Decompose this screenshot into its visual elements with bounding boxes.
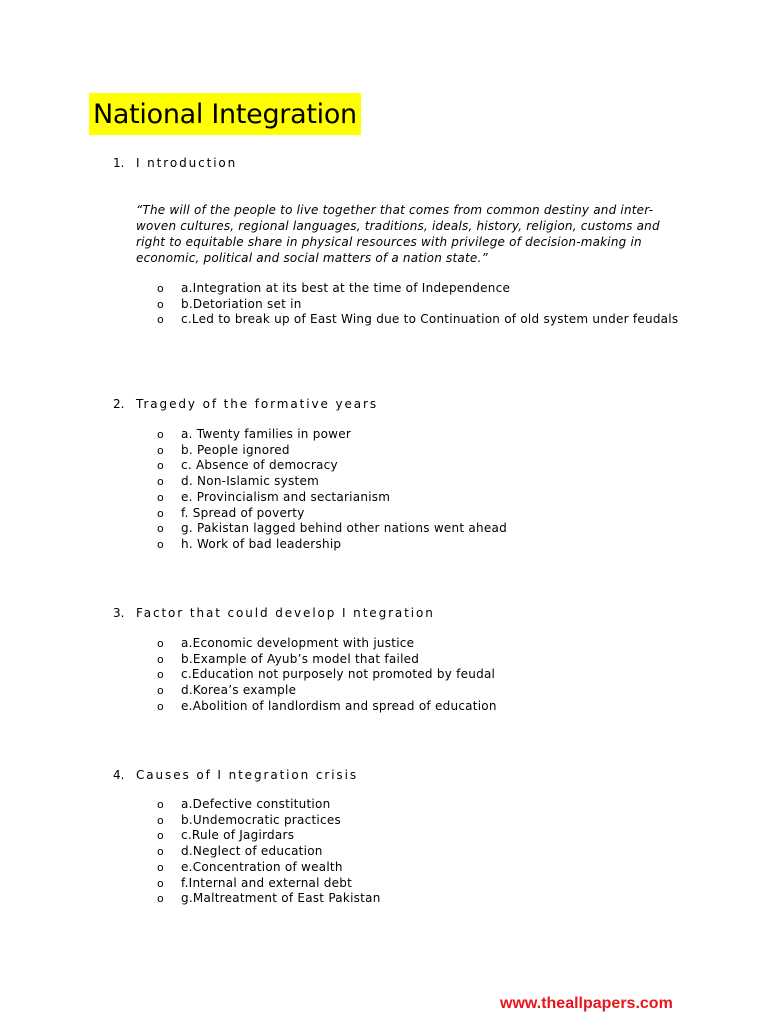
list-item: o a.Economic development with justice xyxy=(157,636,415,650)
list-item: o d.Korea’s example xyxy=(157,683,297,698)
section-heading-causes xyxy=(113,767,358,783)
hollow-bullet-icon: o xyxy=(157,668,164,682)
list-item: o f. Spread of poverty xyxy=(157,505,305,520)
section-heading-tragedy xyxy=(113,396,378,412)
list-item: o a.Integration at its best at the time of Independence xyxy=(157,281,511,295)
hollow-bullet-icon: o xyxy=(157,313,164,327)
list-item: o e.Abolition of landlordism and spread of education xyxy=(157,698,497,713)
list-item: o b.Detoriation set in xyxy=(157,296,302,311)
hollow-bullet-icon: o xyxy=(157,798,164,811)
list-item: o a. Twenty families in power xyxy=(157,427,352,441)
section-title: Tragedy of the formative years xyxy=(136,397,378,411)
hollow-bullet-icon: o xyxy=(157,297,164,311)
list-item: o b.Undemocratic practices xyxy=(157,812,341,827)
hollow-bullet-icon: o xyxy=(157,443,164,457)
hollow-bullet-icon: o xyxy=(157,876,164,890)
list-item: o e.Concentration of wealth xyxy=(157,859,343,874)
hollow-bullet-icon: o xyxy=(157,459,164,473)
introduction-list xyxy=(155,281,681,328)
hollow-bullet-icon: o xyxy=(157,652,164,666)
hollow-bullet-icon: o xyxy=(157,537,164,551)
footer-website-link[interactable]: www.theallpapers.com xyxy=(500,995,673,1012)
list-item: o c.Rule of Jagirdars xyxy=(157,828,295,843)
page-title: National Integration xyxy=(89,93,361,135)
section-number: 3. xyxy=(113,606,125,620)
list-item: o b.Example of Ayub’s model that failed xyxy=(157,651,420,666)
hollow-bullet-icon: o xyxy=(157,490,164,504)
list-item: o c.Education not purposely not promoted by feudal xyxy=(157,667,496,682)
hollow-bullet-icon: o xyxy=(157,522,164,536)
causes-list xyxy=(155,797,681,907)
list-item: o d.Neglect of education xyxy=(157,844,323,859)
list-item: o g.Maltreatment of East Pakistan xyxy=(157,891,381,906)
section-number: 2. xyxy=(113,397,125,411)
section-number: 4. xyxy=(113,768,125,782)
definition-quote: “The will of the people to live together that comes from common destiny and inter-woven cultures, regional languages, traditions, ideals, history, religion, customs and right to equitable share in physical resources with privilege of decision-making in economic, political and social matters of a nation state.” xyxy=(136,203,660,265)
hollow-bullet-icon: o xyxy=(157,475,164,489)
list-item: o b. People ignored xyxy=(157,442,290,457)
list-item: o d. Non-Islamic system xyxy=(157,474,320,489)
hollow-bullet-icon: o xyxy=(157,506,164,520)
section-heading-factors xyxy=(113,605,435,621)
list-item: o g. Pakistan lagged behind other nations went ahead xyxy=(157,521,507,536)
hollow-bullet-icon: o xyxy=(157,892,164,906)
tragedy-list xyxy=(155,427,681,553)
list-item: o h. Work of bad leadership xyxy=(157,536,342,551)
hollow-bullet-icon: o xyxy=(157,845,164,859)
section-number: 1. xyxy=(113,156,125,170)
list-item: o e. Provincialism and sectarianism xyxy=(157,489,391,504)
list-item: o c.Led to break up of East Wing due to Continuation of old system under feudals xyxy=(157,312,679,327)
section-title: Causes of I ntegration crisis xyxy=(136,768,358,782)
section-heading-introduction xyxy=(113,155,237,171)
section-title: I ntroduction xyxy=(136,156,238,170)
hollow-bullet-icon: o xyxy=(157,684,164,698)
factors-list xyxy=(155,636,681,715)
hollow-bullet-icon: o xyxy=(157,699,164,713)
list-item: o a.Defective constitution xyxy=(157,797,331,811)
hollow-bullet-icon: o xyxy=(157,813,164,827)
list-item: o c. Absence of democracy xyxy=(157,458,338,473)
hollow-bullet-icon: o xyxy=(157,428,164,441)
list-item: o f.Internal and external debt xyxy=(157,875,353,890)
hollow-bullet-icon: o xyxy=(157,637,164,650)
hollow-bullet-icon: o xyxy=(157,282,164,295)
section-title: Factor that could develop I ntegration xyxy=(136,606,435,620)
hollow-bullet-icon: o xyxy=(157,860,164,874)
hollow-bullet-icon: o xyxy=(157,829,164,843)
